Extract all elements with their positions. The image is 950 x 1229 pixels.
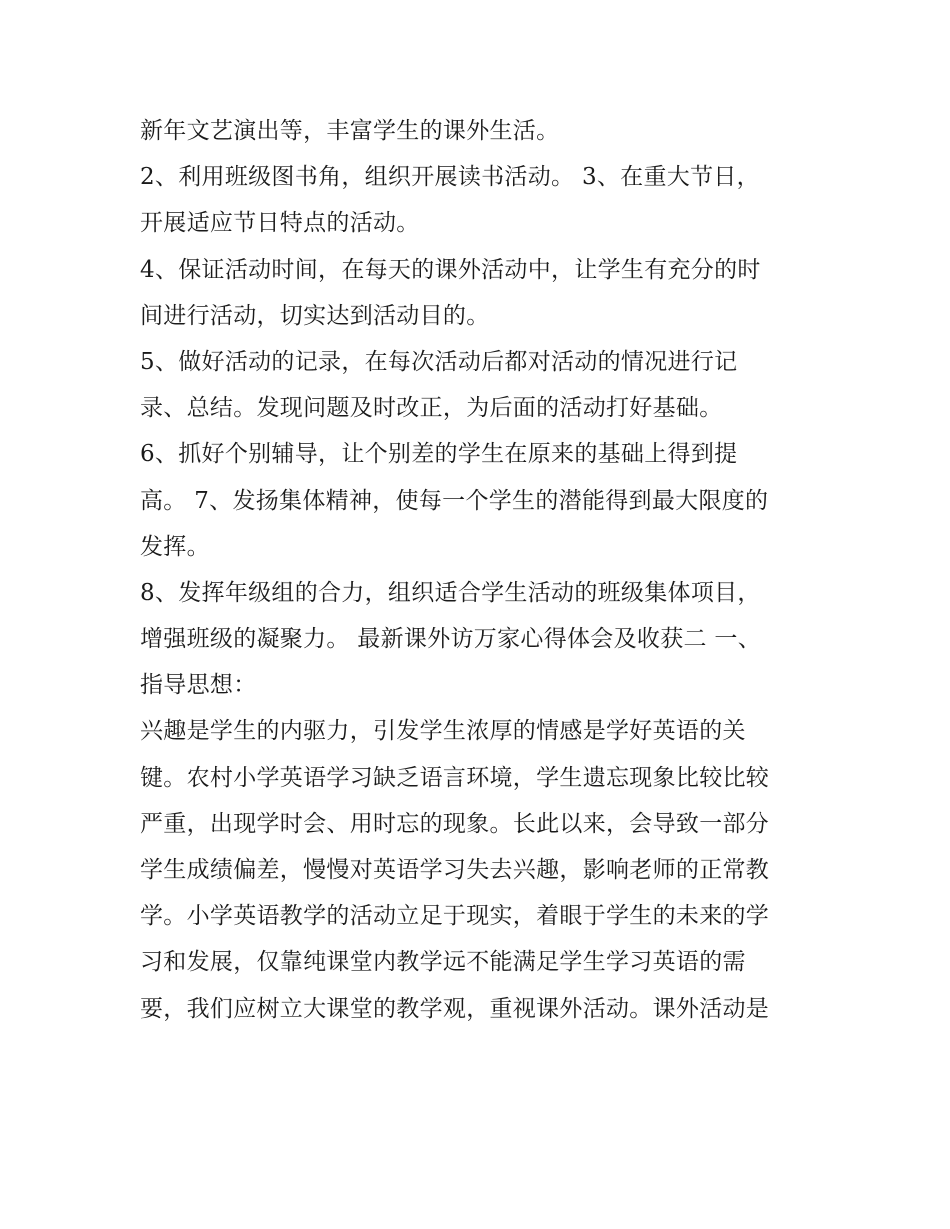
text-line: 间进行活动，切实达到活动目的。 — [140, 302, 490, 329]
text-line: 发挥。 — [140, 533, 210, 560]
text-line: 指导思想： — [140, 672, 257, 699]
text-line: 习和发展，仅靠纯课堂内教学远不能满足学生学习英语的需 — [140, 949, 746, 976]
text-line: 要，我们应树立大课堂的教学观，重视课外活动。课外活动是 — [140, 995, 770, 1022]
text-line: 高。 7、发扬集体精神，使每一个学生的潜能得到最大限度的 — [140, 487, 769, 514]
text-line: 新年文艺演出等，丰富学生的课外生活。 — [140, 118, 560, 144]
text-line: 开展适应节日特点的活动。 — [140, 210, 420, 237]
text-line: 5、做好活动的记录，在每次活动后都对活动的情况进行记 — [140, 348, 738, 375]
text-line: 2、利用班级图书角，组织开展读书活动。 3、在重大节日， — [140, 164, 760, 191]
text-line: 兴趣是学生的内驱力，引发学生浓厚的情感是学好英语的关 — [140, 718, 746, 745]
text-line: 录、总结。发现问题及时改正，为后面的活动打好基础。 — [140, 395, 723, 422]
body-text — [140, 108, 820, 1032]
text-line: 4、保证活动时间，在每天的课外活动中，让学生有充分的时 — [140, 256, 761, 283]
text-line: 严重，出现学时会、用时忘的现象。长此以来，会导致一部分 — [140, 810, 770, 837]
text-line: 键。农村小学英语学习缺乏语言环境，学生遗忘现象比较比较 — [140, 764, 770, 791]
text-line: 6、抓好个别辅导，让个别差的学生在原来的基础上得到提 — [140, 441, 738, 468]
text-line: 8、发挥年级组的合力，组织适合学生活动的班级集体项目， — [140, 579, 761, 606]
text-line: 学。小学英语教学的活动立足于现实，着眼于学生的未来的学 — [140, 903, 770, 930]
text-line: 学生成绩偏差，慢慢对英语学习失去兴趣，影响老师的正常教 — [140, 857, 770, 883]
text-line: 增强班级的凝聚力。 最新课外访万家心得体会及收获二 一、 — [140, 626, 762, 653]
